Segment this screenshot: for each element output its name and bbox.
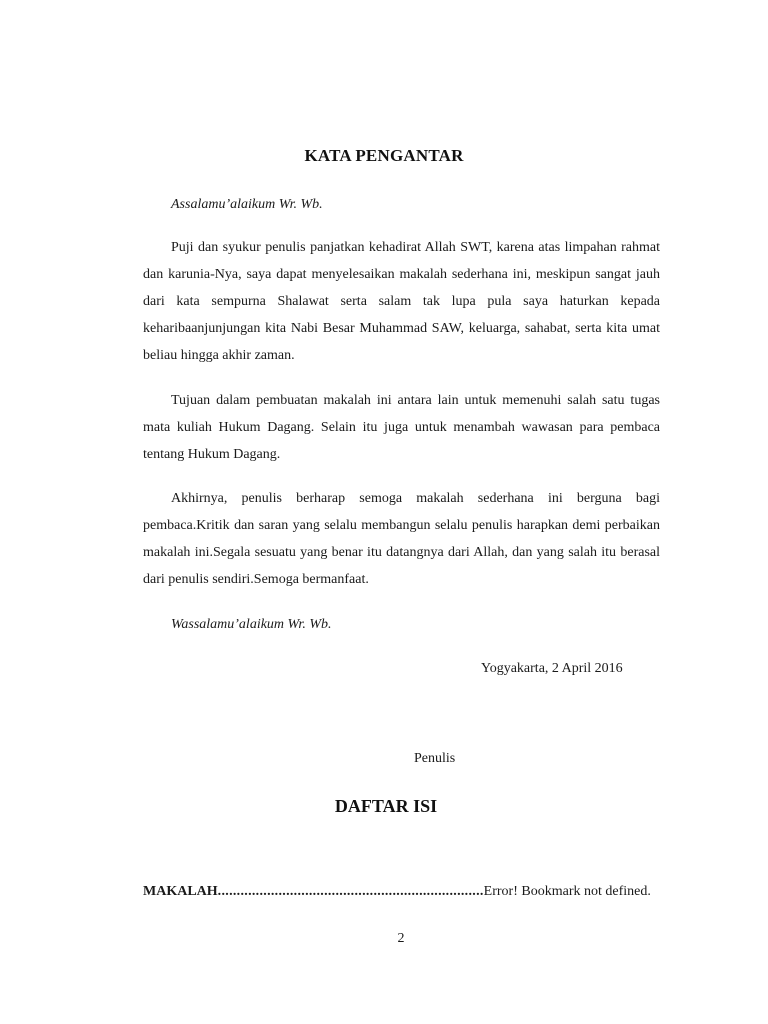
toc-heading: DAFTAR ISI — [334, 796, 438, 816]
toc-entry-title: MAKALAH — [143, 884, 218, 899]
signer-label: Penulis — [414, 751, 456, 766]
place-and-date: Yogyakarta, 2 April 2016 — [481, 661, 623, 676]
toc-entry[interactable] — [143, 884, 663, 900]
toc-page-reference: Error! Bookmark not defined. — [483, 884, 651, 899]
page-title: KATA PENGANTAR — [304, 146, 464, 165]
paragraph-3: Akhirnya, penulis berharap semoga makalah sederhana ini berguna bagi pembaca.Kritik dan saran yang selalu membangun selalu penulis harapkan demi perbaikan makalah ini.Segala sesuatu yang benar itu datangnya dari Allah, dan yang salah itu berasal dari penulis sendiri.Semoga bermanfaat. — [143, 491, 660, 587]
closing-greeting: Wassalamu’alaikum Wr. Wb. — [171, 617, 332, 632]
page-number: 2 — [397, 931, 405, 946]
paragraph-2: Tujuan dalam pembuatan makalah ini antara lain untuk memenuhi salah satu tugas mata kuliah Hukum Dagang. Selain itu juga untuk menambah wawasan para pembaca tentang Hukum Dagang. — [143, 393, 660, 462]
toc-leader-dots: ...................................................................... — [217, 884, 484, 899]
opening-greeting: Assalamu’alaikum Wr. Wb. — [171, 197, 323, 212]
paragraph-1: Puji dan syukur penulis panjatkan kehadirat Allah SWT, karena atas limpahan rahmat dan karunia-Nya, saya dapat menyelesaikan makalah sederhana ini, meskipun sangat jauh dari kata sempurna Shalawat serta salam tak lupa pula saya haturkan kepada keharibaanjunjungan kita Nabi Besar Muhammad SAW, keluarga, sahabat, serta kita umat beliau hingga akhir zaman. — [143, 240, 660, 363]
